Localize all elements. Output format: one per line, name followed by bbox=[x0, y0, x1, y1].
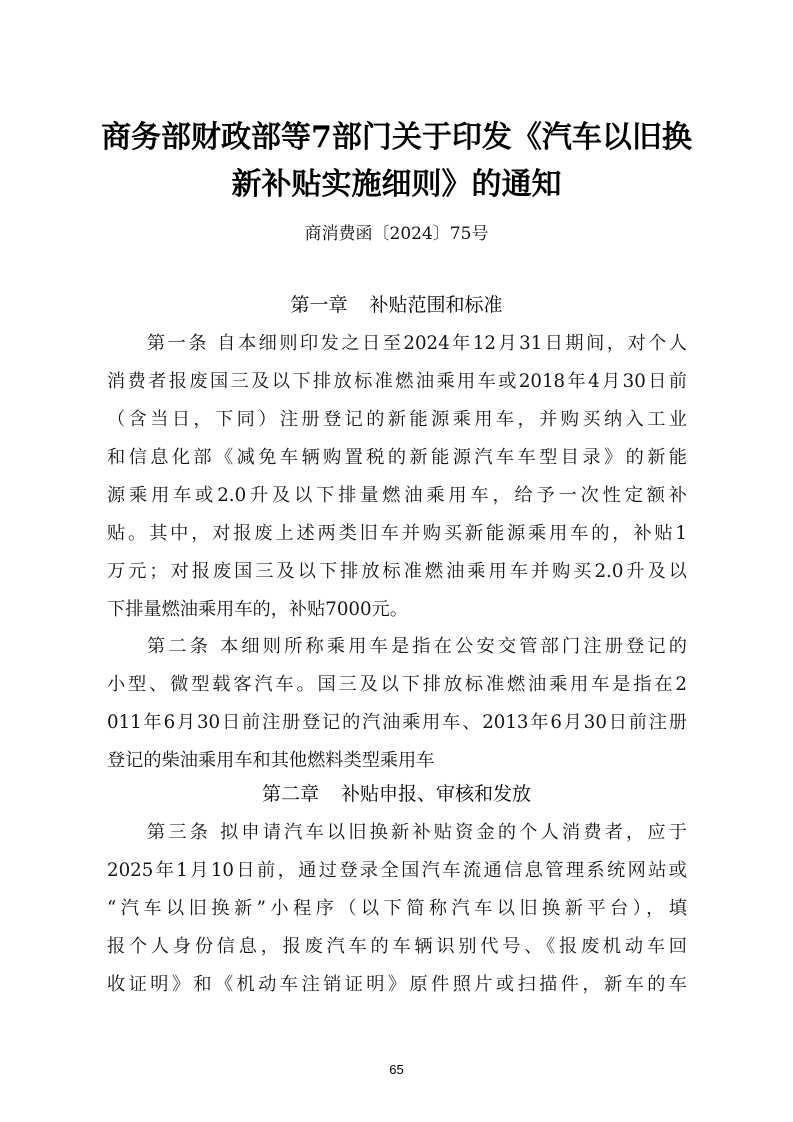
chapter-label: 第一章 bbox=[290, 294, 348, 316]
paragraph-line: 小型、微型载客汽车。国三及以下排放标准燃油乘用车是指在2 bbox=[107, 674, 687, 695]
paragraph-line: 报个人身份信息，报废汽车的车辆识别代号、《报废机动车回 bbox=[107, 936, 687, 957]
page-number: 65 bbox=[389, 1062, 404, 1077]
paragraph-line: 源乘用车或2.0升及以下排量燃油乘用车，给予一次性定额补 bbox=[107, 485, 687, 506]
document-title-line-2: 新补贴实施细则》的通知 bbox=[231, 167, 562, 202]
paragraph-line: （含当日，下同）注册登记的新能源乘用车，并购买纳入工业 bbox=[107, 409, 687, 430]
paragraph-line: 和信息化部《减免车辆购置税的新能源汽车车型目录》的新能 bbox=[107, 447, 687, 468]
paragraph-line: 第三条 拟申请汽车以旧换新补贴资金的个人消费者，应于 bbox=[147, 822, 687, 843]
chapter-title: 补贴申报、审核和发放 bbox=[341, 783, 532, 805]
chapter-heading-2 bbox=[0, 779, 793, 809]
paragraph-line: 贴。其中，对报废上述两类旧车并购买新能源乘用车的，补贴1 bbox=[107, 523, 687, 544]
paragraph-line: 登记的柴油乘用车和其他燃料类型乘用车 bbox=[107, 750, 435, 771]
paragraph-line: 2025年1月10日前，通过登录全国汽车流通信息管理系统网站或 bbox=[107, 860, 687, 881]
chapter-title: 补贴范围和标准 bbox=[369, 294, 503, 316]
paragraph-line: 消费者报废国三及以下排放标准燃油乘用车或2018年4月30日前 bbox=[107, 371, 687, 392]
paragraph-line: 万元；对报废国三及以下排放标准燃油乘用车并购买2.0升及以 bbox=[107, 561, 687, 582]
paragraph-line: 下排量燃油乘用车的，补贴7000元。 bbox=[107, 599, 408, 620]
paragraph-line: 收证明》和《机动车注销证明》原件照片或扫描件，新车的车 bbox=[107, 974, 687, 995]
paragraph-line: 第二条 本细则所称乘用车是指在公安交管部门注册登记的 bbox=[147, 636, 687, 657]
paragraph-line: 第一条 自本细则印发之日至2024年12月31日期间，对个人 bbox=[147, 333, 687, 354]
document-title-line-1: 商务部财政部等7部门关于印发《汽车以旧换 bbox=[101, 120, 692, 155]
paragraph-line: “汽车以旧换新”小程序（以下简称汽车以旧换新平台），填 bbox=[107, 898, 687, 919]
chapter-heading-1 bbox=[0, 290, 793, 320]
paragraph-line: 011年6月30日前注册登记的汽油乘用车、2013年6月30日前注册 bbox=[107, 712, 687, 733]
chapter-label: 第二章 bbox=[261, 783, 319, 805]
document-number: 商消费函〔2024〕75号 bbox=[304, 224, 489, 244]
